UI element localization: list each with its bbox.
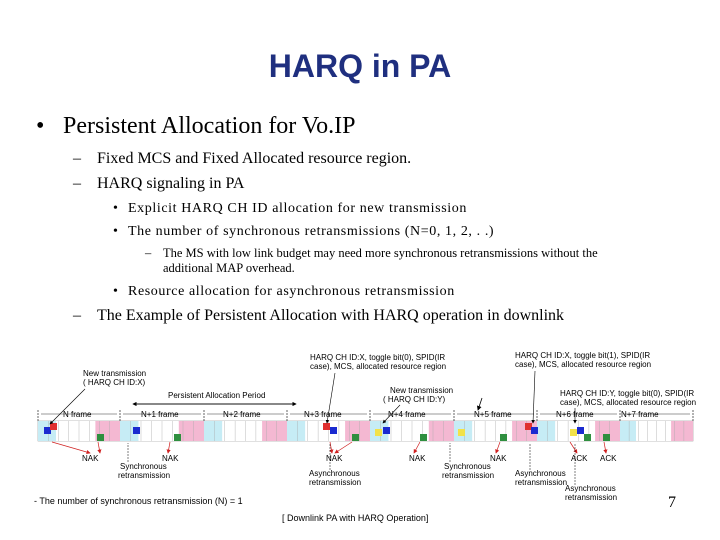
dl-subframe xyxy=(537,421,555,441)
dl-data-region xyxy=(222,421,262,441)
frame-strip xyxy=(38,421,693,441)
dl-subframe xyxy=(287,421,305,441)
subbullet-text: The Example of Persistent Allocation with HARQ operation in downlink xyxy=(97,307,565,324)
new-tx-1-label: New transmission xyxy=(83,369,147,378)
subbullet-example-pa xyxy=(73,307,564,325)
feedback-arrow xyxy=(335,442,352,453)
bullet-mark: • xyxy=(36,113,45,139)
blue-block xyxy=(531,427,538,434)
subsubbullet-sync-retx xyxy=(113,224,494,240)
frame-label-n7: N+7 frame xyxy=(621,410,659,419)
feedback-arrow xyxy=(496,442,500,453)
frame-label-n6: N+6 frame xyxy=(556,410,594,419)
frame-label-n1: N+1 frame xyxy=(141,410,179,419)
ul-subframe xyxy=(429,421,454,441)
harq-x-label-2: case), MCS, allocated resource region xyxy=(310,362,447,371)
red-block xyxy=(50,423,57,430)
bullet-mark: • xyxy=(113,284,119,299)
level4-text-line1: The MS with low link budget may need more synchronous retransmissions without the xyxy=(163,246,598,260)
dl-data-region xyxy=(138,421,178,441)
blue-block xyxy=(330,427,337,434)
bullet-mark: • xyxy=(113,224,119,239)
harq-pa-diagram xyxy=(0,340,720,540)
blue-block xyxy=(133,427,140,434)
harq-x-label-1: HARQ CH ID:X, toggle bit(0), SPID(IR xyxy=(310,353,446,362)
nak-label-1: NAK xyxy=(82,454,99,463)
ul-subframe xyxy=(179,421,204,441)
frame-label-n2: N+2 frame xyxy=(223,410,261,419)
diagram-footnote: - The number of synchronous retransmission (N) = 1 xyxy=(34,496,243,506)
green-block xyxy=(352,434,359,441)
subsubbullet-text: Resource allocation for asynchronous retransmission xyxy=(128,284,455,299)
dash-mark: – xyxy=(145,246,152,260)
frame-label-n4: N+4 frame xyxy=(388,410,426,419)
feedback-arrow xyxy=(330,442,332,453)
bullet-persistent-allocation xyxy=(36,113,355,140)
ack-label-2: ACK xyxy=(600,454,617,463)
harq-y-label-1: HARQ CH ID:Y, toggle bit(0), SPID(IR xyxy=(560,389,695,398)
subbullet-text: Fixed MCS and Fixed Allocated resource region. xyxy=(97,150,412,167)
green-block xyxy=(420,434,427,441)
green-block xyxy=(603,434,610,441)
dl-subframe xyxy=(204,421,222,441)
yellow-block xyxy=(458,429,465,436)
bullet-text: Persistent Allocation for Vo.IP xyxy=(63,113,356,139)
blue-block xyxy=(577,427,584,434)
red-block xyxy=(323,423,330,430)
nak-label-2: NAK xyxy=(162,454,179,463)
async-retx-1-label-2: retransmission xyxy=(309,478,362,487)
nak-label-5: NAK xyxy=(490,454,507,463)
level4-text-line2: additional MAP overhead. xyxy=(163,261,295,275)
bottom-annotations xyxy=(52,442,617,502)
ul-subframe xyxy=(262,421,287,441)
feedback-arrow xyxy=(52,442,90,453)
dl-data-region xyxy=(56,421,95,441)
new-tx-2-label: New transmission xyxy=(390,386,454,395)
subsubbullet-explicit-harq xyxy=(113,201,467,217)
harq-x2-label-2: case), MCS, allocated resource region xyxy=(515,360,652,369)
async-retx-2-label: Asynchronous xyxy=(515,469,566,478)
subsubbullet-resource-allocation xyxy=(113,284,455,300)
new-tx-1-id: ( HARQ CH ID:X) xyxy=(83,378,146,387)
feedback-arrow xyxy=(168,442,170,453)
new-tx-2-id: ( HARQ CH ID:Y) xyxy=(383,395,446,404)
green-block xyxy=(97,434,104,441)
async-retx-1-label: Asynchronous xyxy=(309,469,360,478)
dash-mark: – xyxy=(73,175,81,192)
blue-block xyxy=(44,427,51,434)
harq-x2-label-1: HARQ CH ID:X, toggle bit(1), SPID(IR xyxy=(515,351,651,360)
dash-mark: – xyxy=(73,307,81,324)
pa-period-annotation xyxy=(133,391,296,404)
bullet-mark: • xyxy=(113,201,119,216)
green-block xyxy=(584,434,591,441)
subbullet-harq-signaling xyxy=(73,175,244,193)
harq-y-label-2: case), MCS, allocated resource region xyxy=(560,398,697,407)
dash-mark: – xyxy=(73,150,81,167)
feedback-arrow xyxy=(604,442,606,453)
feedback-arrow xyxy=(98,442,100,453)
subbullet-text: HARQ signaling in PA xyxy=(97,175,245,192)
green-block xyxy=(500,434,507,441)
frame-label-n: N frame xyxy=(63,410,92,419)
sync-retx-1-label-2: retransmission xyxy=(118,471,171,480)
feedback-arrow xyxy=(414,442,420,453)
dl-subframe xyxy=(620,421,636,441)
page-number: 7 xyxy=(668,494,676,511)
blue-block xyxy=(383,427,390,434)
dl-data-region xyxy=(636,421,671,441)
async-retx-2-label-2: retransmission xyxy=(515,478,568,487)
subsubbullet-text: The number of synchronous retransmissions (N=0, 1, 2, . .) xyxy=(128,224,495,239)
nak-label-3: NAK xyxy=(326,454,343,463)
yellow-block xyxy=(375,429,382,436)
nak-label-4: NAK xyxy=(409,454,426,463)
green-block xyxy=(174,434,181,441)
red-block xyxy=(525,423,532,430)
diagram-caption: [ Downlink PA with HARQ Operation] xyxy=(282,513,429,523)
slide-title: HARQ in PA xyxy=(268,48,452,84)
subsubbullet-text: Explicit HARQ CH ID allocation for new transmission xyxy=(128,201,467,216)
pa-period-label: Persistent Allocation Period xyxy=(168,391,266,400)
frame-label-n5: N+5 frame xyxy=(474,410,512,419)
sync-retx-2-label-2: retransmission xyxy=(442,471,495,480)
sync-retx-1-label: Synchronous xyxy=(120,462,167,471)
frame-labels xyxy=(38,410,693,421)
ul-subframe xyxy=(671,421,693,441)
level4-bullet-low-link-budget xyxy=(145,246,705,276)
async-retx-3-label: Asynchronous xyxy=(565,484,616,493)
feedback-arrow xyxy=(570,442,577,453)
async-retx-3-label-2: retransmission xyxy=(565,493,618,502)
subbullet-fixed-mcs xyxy=(73,150,411,168)
frame-label-n3: N+3 frame xyxy=(304,410,342,419)
ack-label-1: ACK xyxy=(571,454,588,463)
yellow-block xyxy=(570,429,577,436)
sync-retx-2-label: Synchronous xyxy=(444,462,491,471)
